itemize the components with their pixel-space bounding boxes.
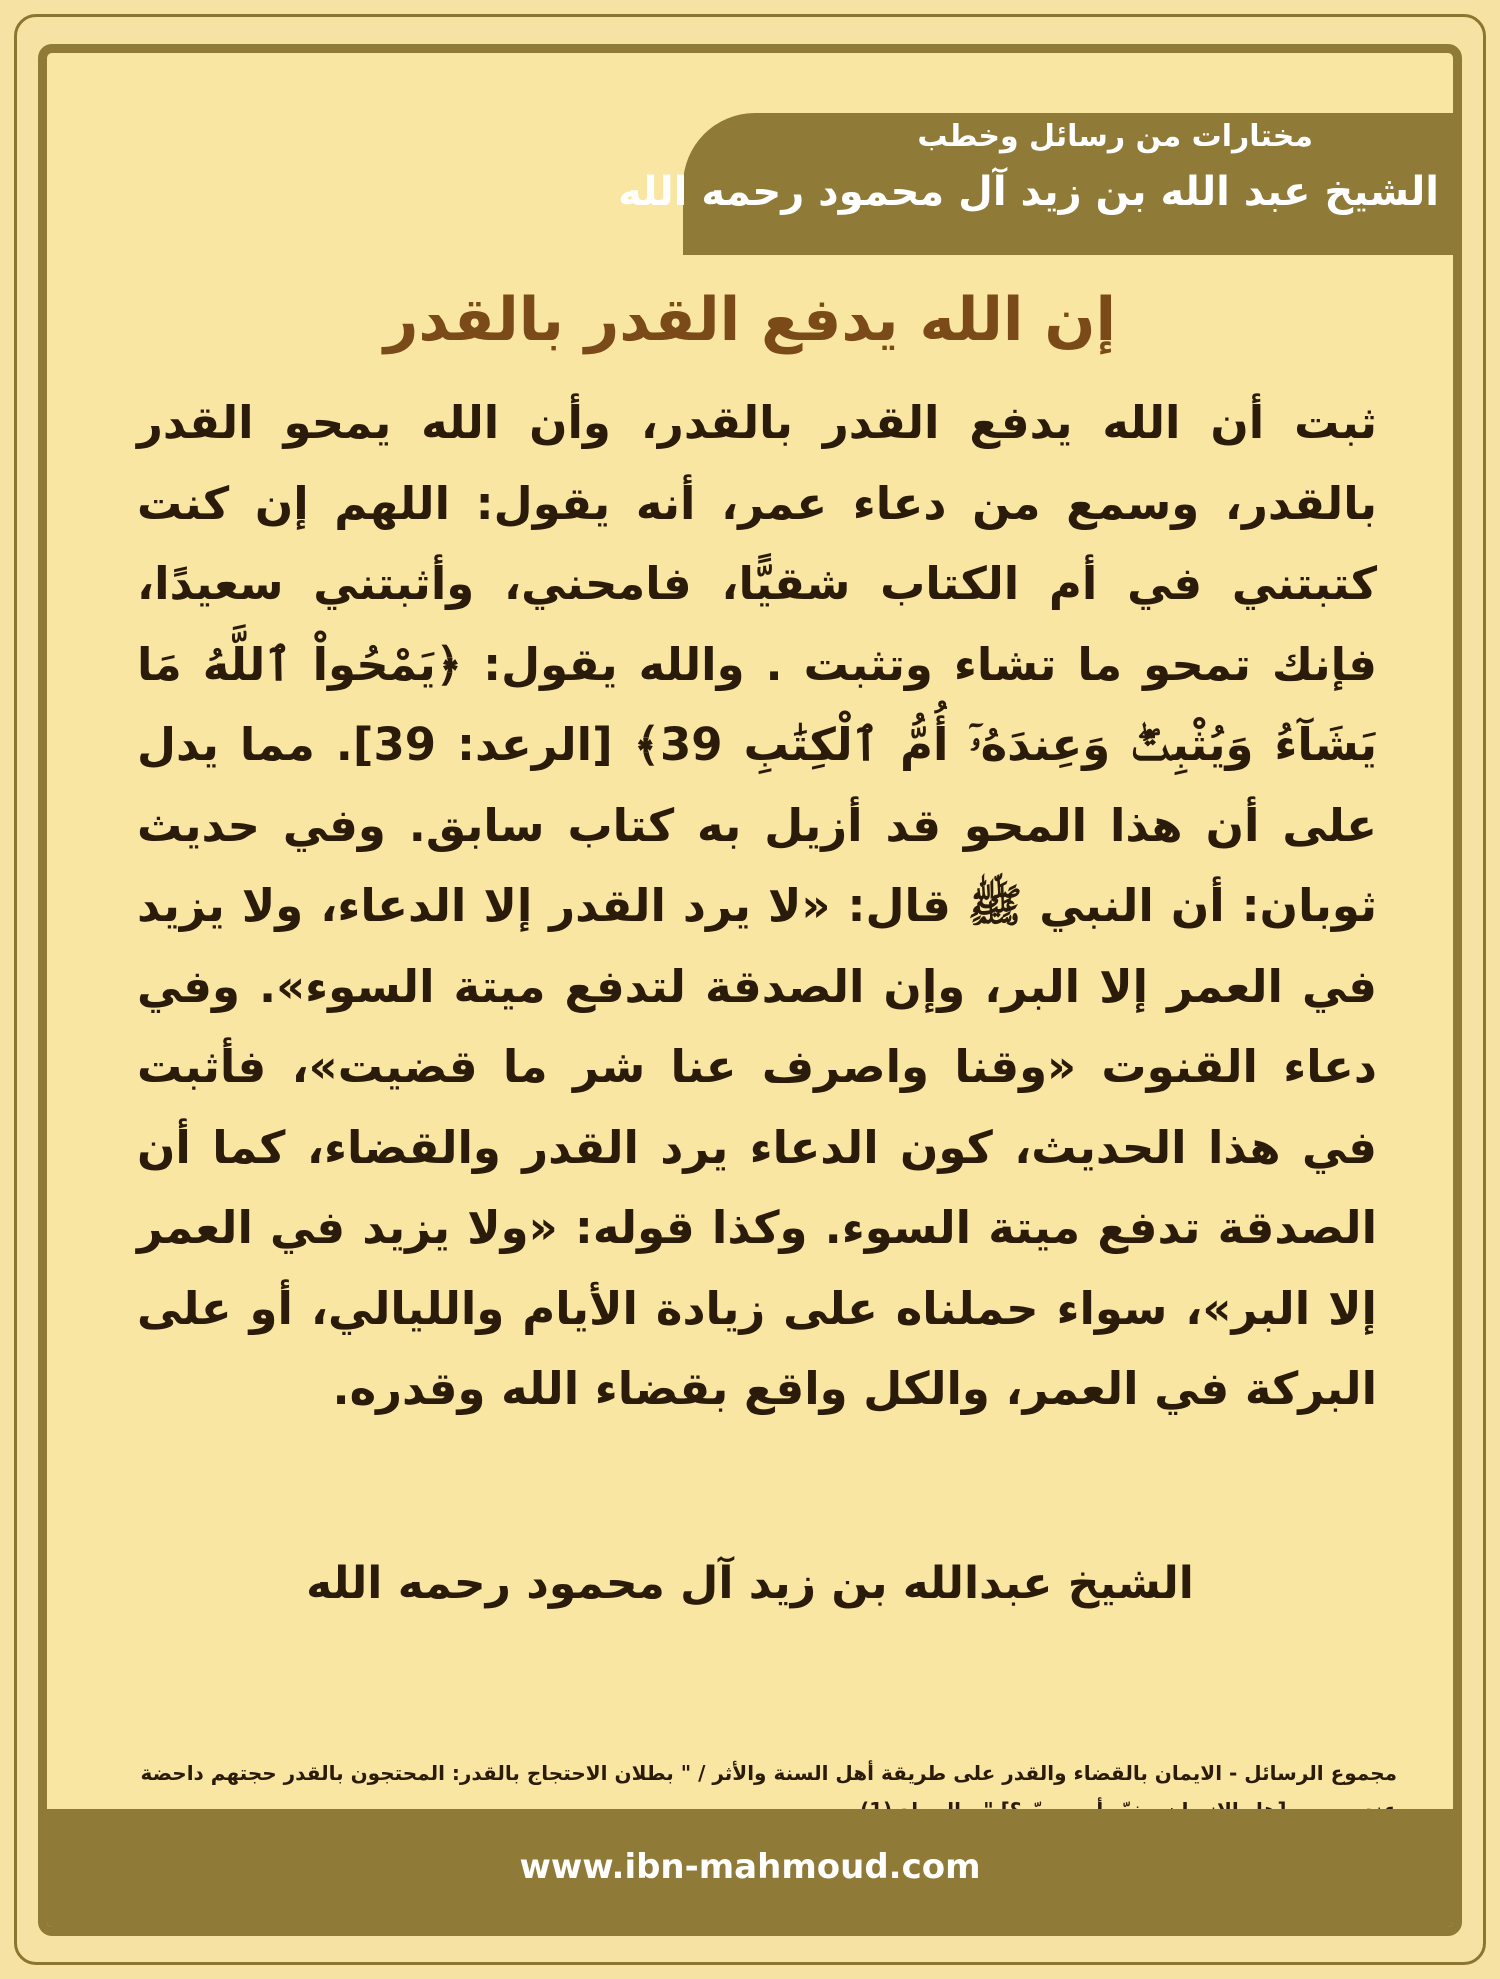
author-signature: الشيخ عبدالله بن زيد آل محمود رحمه الله (306, 1558, 1194, 1609)
footer-band (47, 1809, 1453, 1927)
website-link[interactable]: www.ibn-mahmoud.com (519, 1847, 981, 1887)
source-reference: مجموع الرسائل - الايمان بالقضاء والقدر على طريقة أهل السنة والأثر / " بطلان الاحتجاج بالقدر: المحتجون بالقدر حجتهم داحضة (140, 1761, 1397, 1785)
content-card (38, 44, 1462, 1936)
header-author-name: الشيخ عبد الله بن زيد آل محمود رحمه الله (618, 169, 1439, 215)
article-body: ثبت أن الله يدفع القدر بالقدر، وأن الله يمحو القدر بالقدر، وسمع من دعاء عمر، أنه يقول: اللهم إن كنت كتبتني في أم الكتاب شقيًّا، فامحني، وأثبتني سعيدًا، فإنك تمحو ما تشاء وتثبت . والله يقول: ﴿يَمْحُواْ ٱللَّهُ مَا يَشَآءُ وَيُثْبِتُۖ وَعِندَهُۥٓ أُمُّ ٱلْكِتَٰبِ 39﴾ [الرعد: 39]. مما يدل على أن هذا المحو قد أزيل به كتاب سابق. وفي حديث ثوبان: أن النبي ﷺ قال: «لا يرد القدر إلا الدعاء، ولا يزيد في العمر إلا البر، وإن الصدقة لتدفع ميتة السوء». وفي دعاء القنوت «وقنا واصرف عنا شر ما قضيت»، فأثبت في هذا الحديث، كون الدعاء يرد القدر والقضاء، كما أن الصدقة تدفع ميتة السوء. وكذا قوله: «ولا يزيد في العمر إلا البر»، سواء حملناه على زيادة الأيام والليالي، أو على البركة في العمر، والكل واقع بقضاء الله وقدره. (137, 396, 1378, 1415)
header-series-title: مختارات من رسائل وخطب (917, 119, 1313, 154)
article-title: إن الله يدفع القدر بالقدر (383, 285, 1117, 355)
